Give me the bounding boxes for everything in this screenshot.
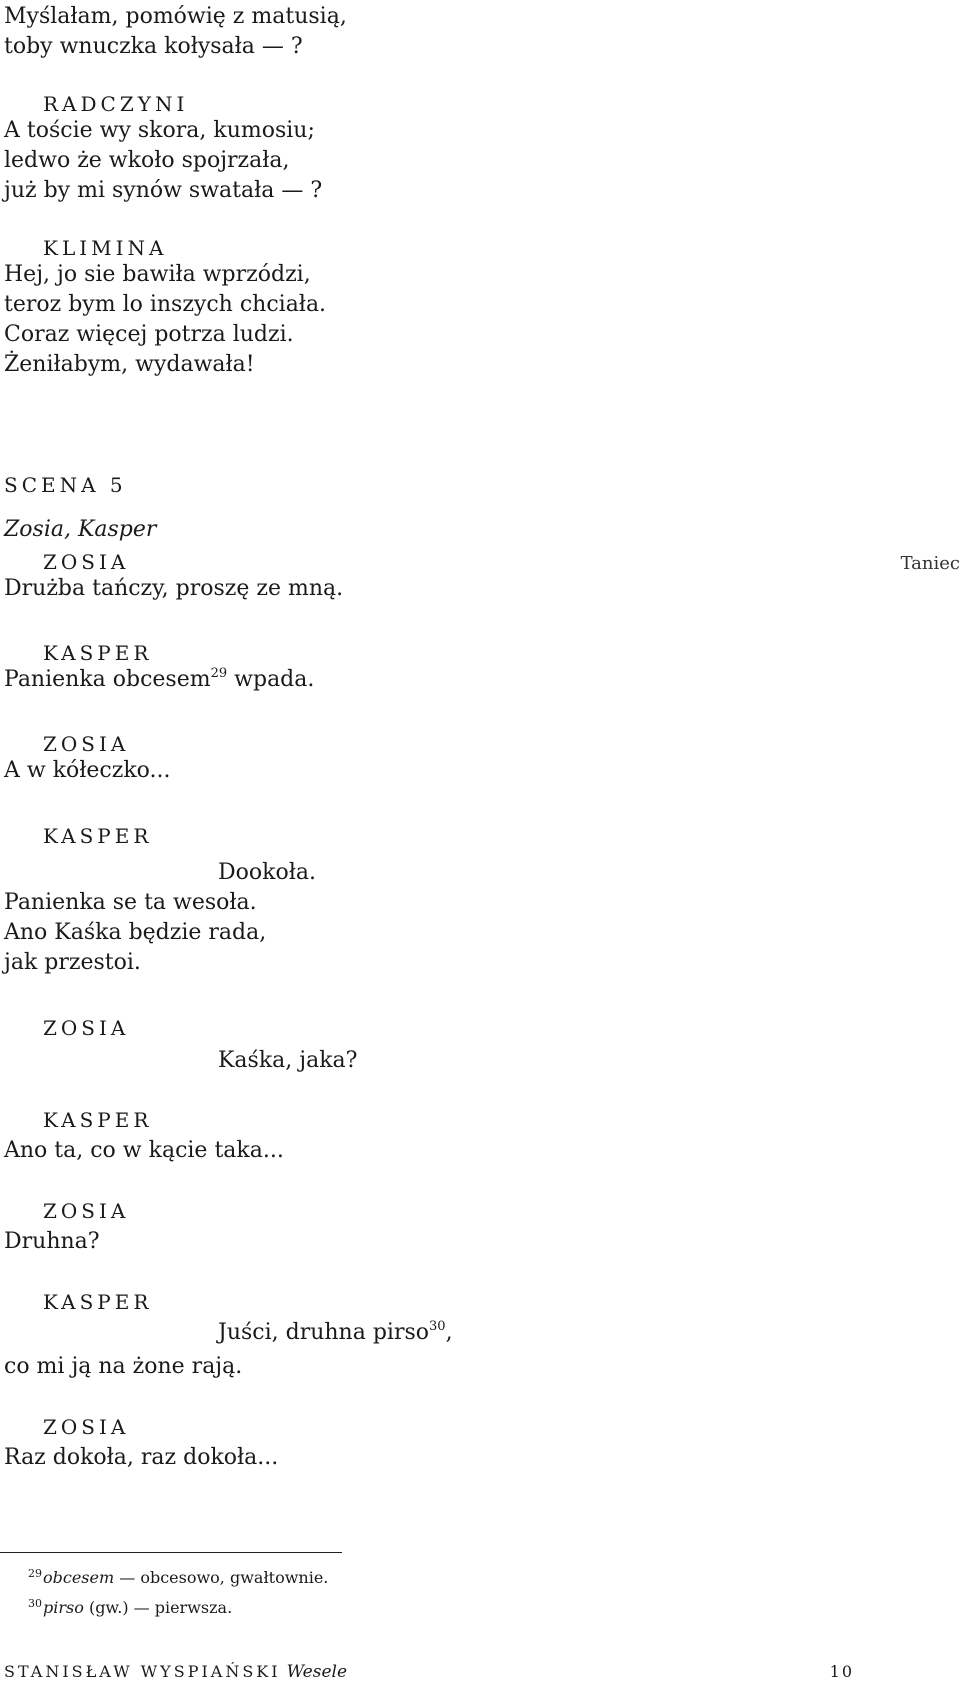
- speaker-name: KLIMINA: [43, 236, 168, 260]
- verse-line: ledwo że wkoło spojrzała,: [4, 148, 290, 173]
- footnote-term: pirso: [43, 1598, 84, 1617]
- footer-title: Wesele: [286, 1662, 348, 1682]
- stage-direction: Taniec: [900, 553, 960, 574]
- verse-line: już by mi synów swatała — ?: [4, 178, 323, 203]
- verse-line: [4, 665, 314, 695]
- speaker-name: ZOSIA: [43, 1016, 130, 1040]
- speaker-name: KASPER: [43, 824, 153, 848]
- footnote-ref: 30: [429, 1319, 446, 1334]
- verse-line: Dookoła.: [218, 860, 316, 885]
- speaker-name: RADCZYNI: [43, 92, 189, 116]
- verse-line: Raz dokoła, raz dokoła...: [4, 1445, 279, 1470]
- verse-text: wpada.: [227, 667, 315, 692]
- running-footer: [4, 1662, 347, 1682]
- verse-line: Coraz więcej potrza ludzi.: [4, 322, 294, 347]
- speaker-name: ZOSIA: [43, 550, 130, 574]
- verse-text: Juści, druhna pirso: [218, 1320, 430, 1345]
- verse-line: A w kółeczko...: [4, 758, 171, 783]
- footnote-number: 29: [28, 1567, 42, 1580]
- scene-persons: Zosia, Kasper: [4, 517, 157, 542]
- verse-line: Ano ta, co w kącie taka...: [4, 1138, 284, 1163]
- verse-line: Panienka se ta wesoła.: [4, 890, 257, 915]
- verse-line: Żeniłabym, wydawała!: [4, 352, 255, 377]
- footnote: [28, 1567, 328, 1589]
- speaker-name: KASPER: [43, 1108, 153, 1132]
- footnote: [28, 1597, 232, 1619]
- footnote-term: obcesem: [43, 1568, 115, 1587]
- verse-line: Ano Kaśka będzie rada,: [4, 920, 267, 945]
- footnote-number: 30: [28, 1597, 42, 1610]
- verse-line: Hej, jo sie bawiła wprzódzi,: [4, 262, 311, 287]
- footnote-ref: 29: [210, 666, 228, 681]
- verse-line: toby wnuczka kołysała — ?: [4, 34, 303, 59]
- verse-text: ,: [445, 1320, 453, 1345]
- scene-heading: SCENA 5: [4, 473, 127, 497]
- speaker-name: ZOSIA: [43, 1199, 130, 1223]
- verse-line: Drużba tańczy, proszę ze mną.: [4, 576, 344, 601]
- footnote-text: (gw.) — pierwsza.: [83, 1598, 233, 1617]
- verse-text: Panienka obcesem: [4, 667, 211, 692]
- speaker-name: ZOSIA: [43, 1415, 130, 1439]
- verse-line: jak przestoi.: [4, 950, 141, 975]
- page-number: 10: [829, 1662, 854, 1681]
- footnote-rule: [0, 1552, 342, 1553]
- speaker-name: ZOSIA: [43, 732, 130, 756]
- footnote-text: — obcesowo, gwałtownie.: [114, 1568, 329, 1587]
- verse-line: A toście wy skora, kumosiu;: [4, 118, 315, 143]
- verse-line: Myślałam, pomówię z matusią,: [4, 4, 347, 29]
- speaker-name: KASPER: [43, 1290, 153, 1314]
- speaker-name: KASPER: [43, 641, 153, 665]
- verse-line: Kaśka, jaka?: [218, 1048, 358, 1073]
- verse-line: [218, 1318, 453, 1348]
- verse-line: teroz bym lo inszych chciała.: [4, 292, 327, 317]
- verse-line: Druhna?: [4, 1229, 100, 1254]
- verse-line: co mi ją na żone rają.: [4, 1354, 243, 1379]
- footer-author: STANISŁAW WYSPIAŃSKI: [4, 1662, 281, 1681]
